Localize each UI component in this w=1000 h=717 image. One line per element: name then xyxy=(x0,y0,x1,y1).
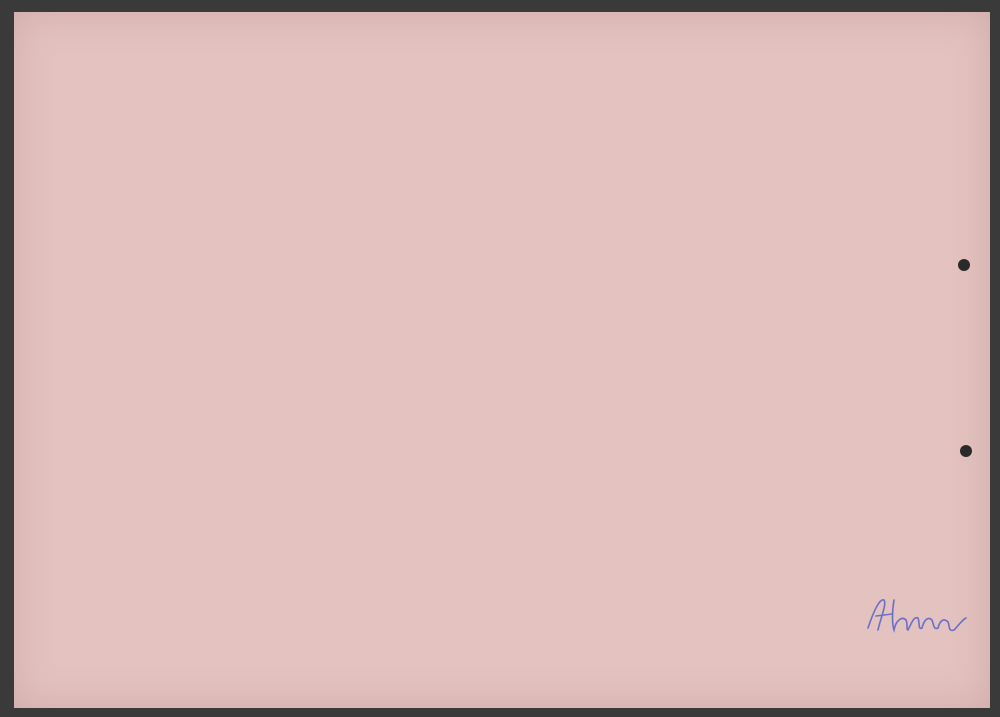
document-sheet xyxy=(14,12,990,708)
punch-hole xyxy=(960,445,972,457)
punch-hole xyxy=(958,259,970,271)
signature xyxy=(862,590,972,640)
